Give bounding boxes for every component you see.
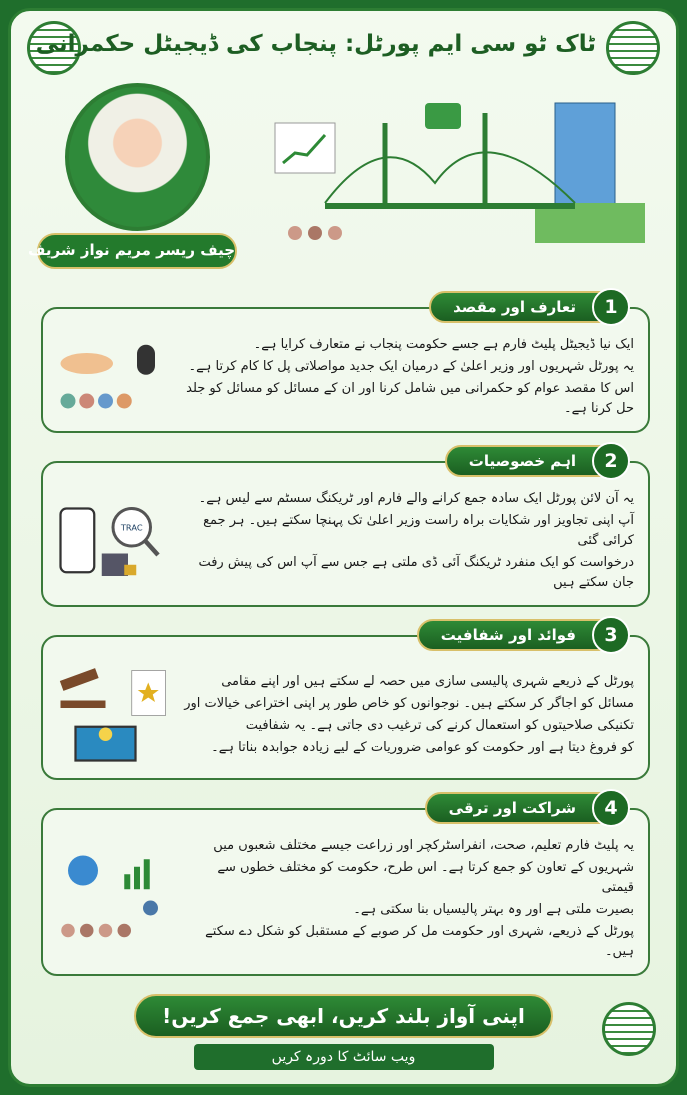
punjab-emblem-icon bbox=[606, 21, 660, 75]
section-header-participation: شراکت اور ترقی 4 bbox=[425, 792, 628, 824]
section-text: یہ آن لائن پورٹل ایک سادہ جمع کرانے والے فارم اور ٹریکنگ سسٹم سے لیس ہے۔ آپ اپنی تجاویز اور شکایات براہ راست وزیر اعلیٰ تک پہنچا سکتے ہیں۔ ہر جمع کرائی گئی درخواست کو ایک منفرد ٹریکنگ آئی ڈی ملتی ہے جس سے آپ اس کی پیش رفت جان سکتے ہیں bbox=[198, 491, 634, 590]
title-bar bbox=[25, 21, 662, 83]
globe-chart-people-icon bbox=[53, 848, 173, 953]
gavel-document-laptop-icon bbox=[53, 663, 173, 768]
poster-frame bbox=[8, 8, 679, 1087]
section-text: پورٹل کے ذریعے شہری پالیسی سازی میں حصہ لے سکتے ہیں اور اپنے مقامی مسائل کو اجاگر کر سکتے ہیں۔ نوجوانوں کو خاص طور پر اپنی اختراعی خیالات اور تکنیکی صلاحیتوں کو استعمال کرنے کی ترغیب دی جاتی ہے۔ یہ شفافیت کو فروغ دیتا ہے اور حکومت کو عوامی ضروریات کے لیے زیادہ جوابدہ بناتا ہے۔ bbox=[184, 673, 634, 755]
section-benefits bbox=[41, 624, 650, 780]
section-header-benefits: فوائد اور شفافیت 3 bbox=[417, 619, 628, 651]
submit-now-button[interactable]: اپنی آواز بلند کریں، ابھی جمع کریں! bbox=[134, 994, 553, 1038]
page-title: ٹاک ٹو سی ایم پورٹل: پنجاب کی ڈیجیٹل حکمرانی bbox=[35, 31, 596, 57]
section-intro bbox=[41, 296, 650, 433]
section-header-intro: تعارف اور مقصد 1 bbox=[429, 291, 628, 323]
hero-row bbox=[25, 83, 662, 279]
section-header-features: اہم خصوصیات 2 bbox=[445, 445, 628, 477]
footer bbox=[25, 994, 662, 1074]
punjab-emblem-icon bbox=[602, 1002, 656, 1056]
name-badge: چیف ریسر مریم نواز شریف bbox=[37, 233, 237, 269]
section-text: یہ پلیٹ فارم تعلیم، صحت، انفراسٹرکچر اور زراعت جیسے مختلف شعبوں میں شہریوں کے تعاون کو جمع کرتا ہے۔ اس طرح، حکومت کو مختلف خطوں سے قیمتی بصیرت ملتی ہے اور وہ بہتر پالیسیاں بنا سکتی ہے۔ پورٹل کے ذریعے، شہری اور حکومت مل کر صوبے کے مستقبل کو شکل دے سکتے ہیں۔ bbox=[205, 838, 634, 959]
section-features bbox=[41, 450, 650, 607]
section-participation bbox=[41, 797, 650, 976]
handshake-microphone-icon bbox=[53, 341, 173, 416]
visit-website-link[interactable]: ویب سائٹ کا دورہ کریں bbox=[194, 1044, 494, 1070]
trac-label: TRAC bbox=[120, 522, 143, 532]
bridge-illustration bbox=[265, 83, 665, 263]
section-text: ایک نیا ڈیجیٹل پلیٹ فارم ہے جسے حکومت پنجاب نے متعارف کرایا ہے۔ یہ پورٹل شہریوں اور وزیر اعلیٰ کے درمیان ایک جدید مواصلاتی پل کا کام کرتا ہے۔ اس کا مقصد عوام کو حکمرانی میں شامل کرنا اور ان کے مسائل کو مسائل کو جلد حل کرنا ہے۔ bbox=[186, 337, 634, 416]
portrait-image bbox=[65, 83, 210, 231]
phone-tracking-icon bbox=[53, 501, 173, 584]
